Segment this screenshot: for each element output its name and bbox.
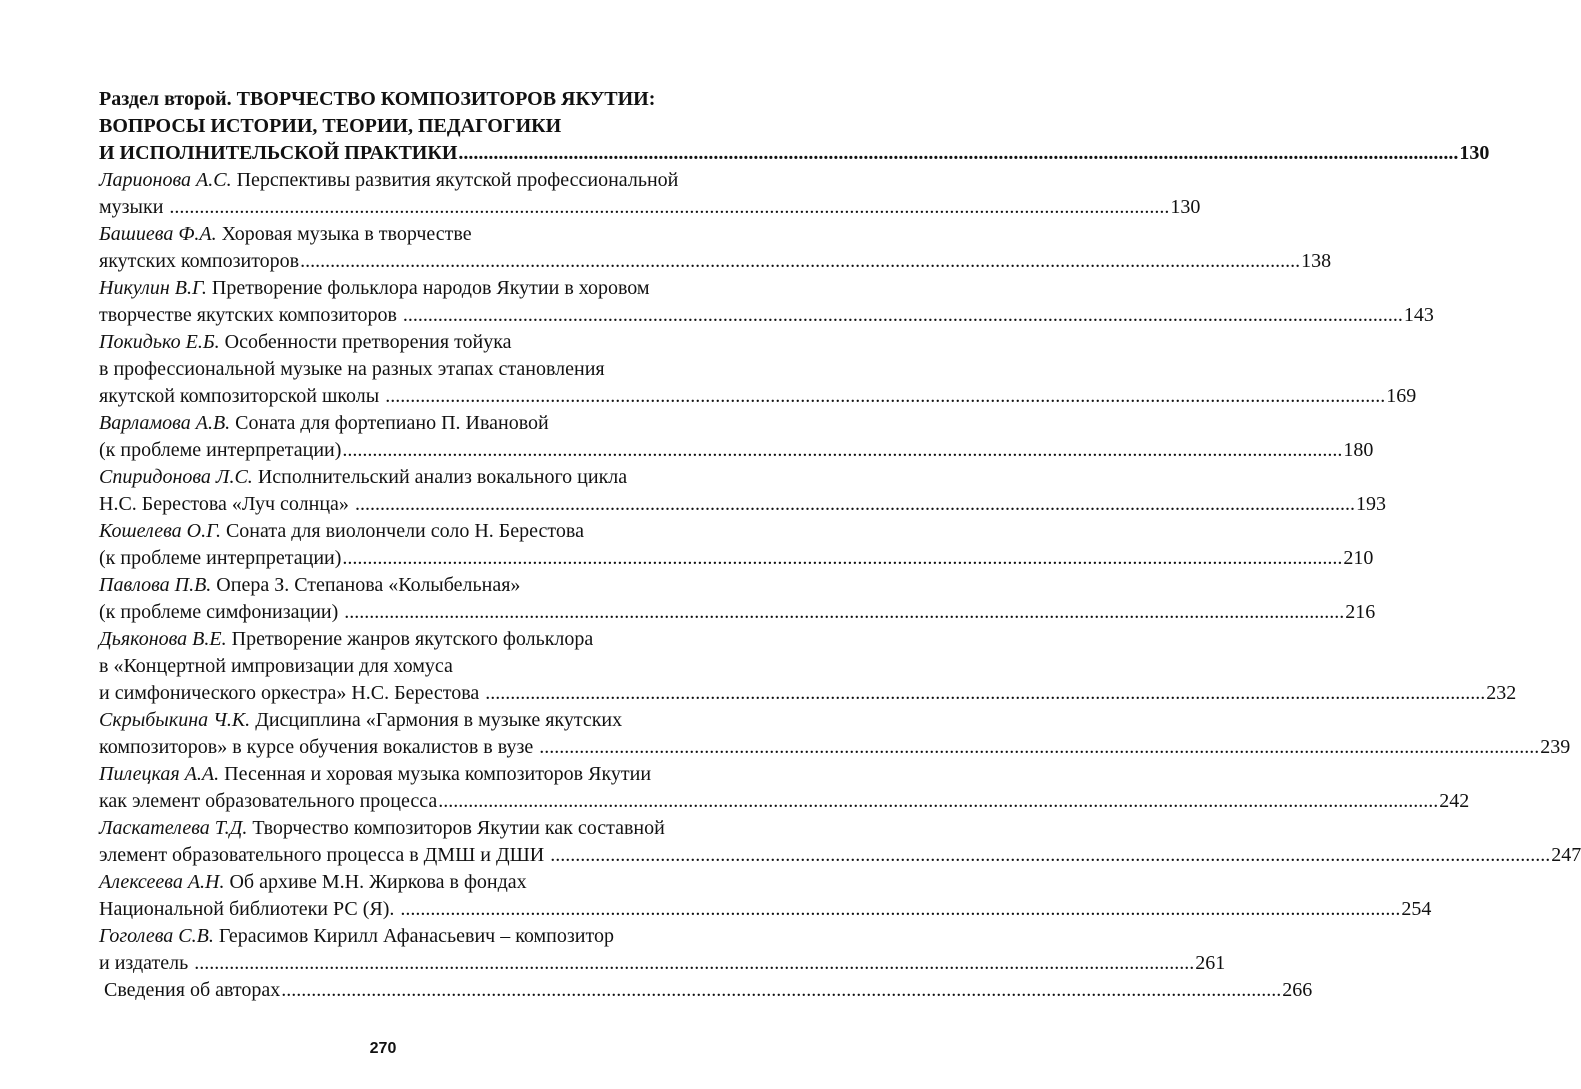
toc-entry-line xyxy=(99,248,1332,275)
toc-entry[interactable] xyxy=(99,572,1376,626)
section-title-line: ВОПРОСЫ ИСТОРИИ, ТЕОРИИ, ПЕДАГОГИКИ xyxy=(99,115,562,137)
entry-title-text xyxy=(99,950,193,977)
entry-title: (к проблеме интерпретации) xyxy=(99,547,342,569)
entry-title: как элемент образовательного процесса xyxy=(99,790,438,812)
entry-title: Творчество композиторов Якутии как составной xyxy=(247,817,665,839)
entry-author: Покидько Е.Б. xyxy=(99,331,220,353)
table-of-contents xyxy=(99,86,1581,1004)
entry-author: Кошелева О.Г. xyxy=(99,520,221,542)
entry-title: Об архиве М.Н. Жиркова в фондах xyxy=(224,871,527,893)
toc-entry-line xyxy=(99,842,1581,869)
toc-entry-line xyxy=(99,626,712,653)
toc-entry-line xyxy=(99,545,1374,572)
page-number: 270 xyxy=(369,1040,397,1057)
dot-leader: ........................................................................................................................................................................................................ xyxy=(402,304,1403,326)
entry-title: якутских композиторов xyxy=(99,250,300,272)
entry-title: Дисциплина «Гармония в музыке якутских xyxy=(250,709,623,731)
dot-leader: ........................................................................................................................................................................................................ xyxy=(438,790,1439,812)
dot-leader: ........................................................................................................................................................................................................ xyxy=(550,844,1551,866)
entry-title: в «Концертной импровизации для хомуса xyxy=(99,655,453,677)
entry-title: композиторов» в курсе обучения вокалистов в вузе xyxy=(99,736,539,758)
toc-entry-line xyxy=(99,383,1417,410)
entry-page-number: 232 xyxy=(1486,682,1517,704)
section-page-number: 130 xyxy=(1459,142,1490,164)
entry-title: якутской композиторской школы xyxy=(99,385,385,407)
toc-entry-line xyxy=(99,869,712,896)
toc-entry[interactable] xyxy=(99,626,1517,707)
dot-leader: ........................................................................................................................................................................................................ xyxy=(300,250,1301,272)
entry-page-number: 216 xyxy=(1345,601,1376,623)
toc-entry-line xyxy=(99,761,712,788)
entry-title-text xyxy=(99,437,341,464)
dot-leader: ........................................................................................................................................................................................................ xyxy=(385,385,1386,407)
toc-entry[interactable] xyxy=(99,977,1313,1004)
toc-entry[interactable] xyxy=(99,329,1417,410)
toc-entry-line xyxy=(99,437,1374,464)
toc-entry[interactable] xyxy=(99,869,1432,923)
entry-author: Павлова П.В. xyxy=(99,574,212,596)
entry-author: Башиева Ф.А. xyxy=(99,223,217,245)
entry-title: Претворение фольклора народов Якутии в хоровом xyxy=(206,277,650,299)
dot-leader: ........................................................................................................................................................................................................ xyxy=(169,196,1170,218)
toc-entry[interactable] xyxy=(99,275,1434,329)
entry-title: Соната для виолончели соло Н. Берестова xyxy=(220,520,584,542)
entry-title-text xyxy=(99,194,168,221)
toc-entry[interactable] xyxy=(99,167,1201,221)
entry-page-number: 210 xyxy=(1343,547,1374,569)
toc-entry[interactable] xyxy=(99,923,1226,977)
toc-entry-line xyxy=(99,302,1434,329)
entry-title: и симфонического оркестра» Н.С. Берестова xyxy=(99,682,485,704)
entry-page-number: 180 xyxy=(1343,439,1374,461)
entry-title-text xyxy=(99,842,549,869)
toc-entry-line xyxy=(99,788,1470,815)
section-title-last-line xyxy=(99,140,1490,167)
toc-entry-line xyxy=(99,572,712,599)
entry-page-number: 247 xyxy=(1551,844,1581,866)
entry-page-number: 138 xyxy=(1301,250,1332,272)
entry-title-text xyxy=(99,302,402,329)
entry-title-text xyxy=(99,491,354,518)
entry-author: Гоголева С.В. xyxy=(99,925,214,947)
toc-entry[interactable] xyxy=(99,221,1332,275)
toc-entry-line xyxy=(99,275,712,302)
section-title xyxy=(99,86,1490,167)
entry-page-number: 254 xyxy=(1401,898,1432,920)
entry-title: Соната для фортепиано П. Ивановой xyxy=(230,412,549,434)
toc-entry-line xyxy=(99,734,1571,761)
toc-entry-line xyxy=(99,356,712,383)
entry-page-number: 143 xyxy=(1403,304,1434,326)
entry-author: Спиридонова Л.С. xyxy=(99,466,253,488)
entry-title-text xyxy=(99,680,484,707)
entry-title: в профессиональной музыке на разных этапах становления xyxy=(99,358,605,380)
entry-title: творчестве якутских композиторов xyxy=(99,304,402,326)
toc-entry[interactable] xyxy=(99,464,1386,518)
entry-page-number: 266 xyxy=(1282,979,1313,1001)
toc-entry-line xyxy=(99,815,712,842)
entry-author: Никулин В.Г. xyxy=(99,277,207,299)
entry-title: Сведения об авторах xyxy=(104,979,281,1001)
entry-author: Скрыбыкина Ч.К. xyxy=(99,709,251,731)
entry-page-number: 193 xyxy=(1355,493,1386,515)
entry-page-number: 169 xyxy=(1386,385,1417,407)
toc-entry-line xyxy=(99,194,1201,221)
dot-leader: ........................................................................................................................................................................................................ xyxy=(485,682,1486,704)
entry-title: элемент образовательного процесса в ДМШ и ДШИ xyxy=(99,844,550,866)
dot-leader: ........................................................................................................................................................................................................ xyxy=(281,979,1282,1001)
toc-entry-line xyxy=(99,491,1386,518)
section-title-line: Раздел второй. ТВОРЧЕСТВО КОМПОЗИТОРОВ ЯКУТИИ: xyxy=(99,88,656,110)
entry-title-text xyxy=(99,896,399,923)
entry-author: Ларионова А.С. xyxy=(99,169,232,191)
entry-title: Песенная и хоровая музыка композиторов Якутии xyxy=(219,763,652,785)
toc-entry-line xyxy=(99,518,712,545)
entry-title: Претворение жанров якутского фольклора xyxy=(226,628,594,650)
toc-entry-line xyxy=(99,950,1226,977)
toc-entry-line xyxy=(99,896,1432,923)
entry-page-number: 239 xyxy=(1540,736,1571,758)
entry-page-number: 261 xyxy=(1195,952,1226,974)
section-title-line: И ИСПОЛНИТЕЛЬСКОЙ ПРАКТИКИ xyxy=(99,142,458,164)
dot-leader: ........................................................................................................................................................................................................ xyxy=(344,601,1345,623)
dot-leader: ........................................................................................................................................................................................................ xyxy=(400,898,1401,920)
entry-author: Ласкателева Т.Д. xyxy=(99,817,248,839)
entry-title: и издатель xyxy=(99,952,194,974)
toc-entry-line xyxy=(99,977,1313,1004)
toc-entry-line xyxy=(99,923,712,950)
entry-title-text xyxy=(99,248,299,275)
entry-title: Герасимов Кирилл Афанасьевич – композитор xyxy=(213,925,614,947)
entry-title: (к проблеме интерпретации) xyxy=(99,439,342,461)
entry-title: Н.С. Берестова «Луч солнца» xyxy=(99,493,354,515)
entry-title-text xyxy=(99,383,384,410)
toc-entry[interactable] xyxy=(99,410,1374,464)
entry-title-text xyxy=(99,788,437,815)
dot-leader: ........................................................................................................................................................................................................ xyxy=(342,547,1343,569)
toc-entry[interactable] xyxy=(99,761,1470,815)
entry-author: Пилецкая А.А. xyxy=(99,763,220,785)
entry-title-text xyxy=(104,977,280,1004)
entry-title: Опера З. Степанова «Колыбельная» xyxy=(211,574,521,596)
entry-title-text xyxy=(99,599,343,626)
entry-author: Варламова А.В. xyxy=(99,412,231,434)
toc-entry[interactable] xyxy=(99,707,1571,761)
dot-leader: ........................................................................................................................................................................................................ xyxy=(354,493,1355,515)
entry-title-text xyxy=(99,734,538,761)
toc-entry-line xyxy=(99,221,712,248)
entry-author: Дьяконова В.Е. xyxy=(99,628,227,650)
entry-title: (к проблеме симфонизации) xyxy=(99,601,344,623)
toc-entry-line xyxy=(99,464,712,491)
toc-entry[interactable] xyxy=(99,518,1374,572)
entry-title-text xyxy=(99,545,341,572)
toc-entries xyxy=(99,167,1581,1004)
entry-title: Хоровая музыка в творчестве xyxy=(216,223,472,245)
entry-page-number: 130 xyxy=(1170,196,1201,218)
dot-leader: ........................................................................................................................................................................................................ xyxy=(194,952,1195,974)
toc-entry-line xyxy=(99,653,712,680)
entry-title: Перспективы развития якутской профессиональной xyxy=(231,169,679,191)
dot-leader: ........................................................................................................................................................................................................ xyxy=(539,736,1540,758)
toc-entry[interactable] xyxy=(99,815,1581,869)
dot-leader: ........................................................................................................................................................................................................ xyxy=(458,142,1459,164)
toc-entry-line xyxy=(99,707,712,734)
entry-author: Алексеева А.Н. xyxy=(99,871,225,893)
toc-entry-line xyxy=(99,599,1376,626)
toc-entry-line xyxy=(99,410,712,437)
toc-entry-line xyxy=(99,680,1517,707)
entry-title: Особенности претворения тойука xyxy=(219,331,512,353)
entry-title: Исполнительский анализ вокального цикла xyxy=(252,466,628,488)
toc-entry-line xyxy=(99,329,712,356)
entry-title: Национальной библиотеки РС (Я). xyxy=(99,898,400,920)
toc-entry-line xyxy=(99,167,712,194)
entry-title: музыки xyxy=(99,196,169,218)
dot-leader: ........................................................................................................................................................................................................ xyxy=(342,439,1343,461)
entry-page-number: 242 xyxy=(1439,790,1470,812)
